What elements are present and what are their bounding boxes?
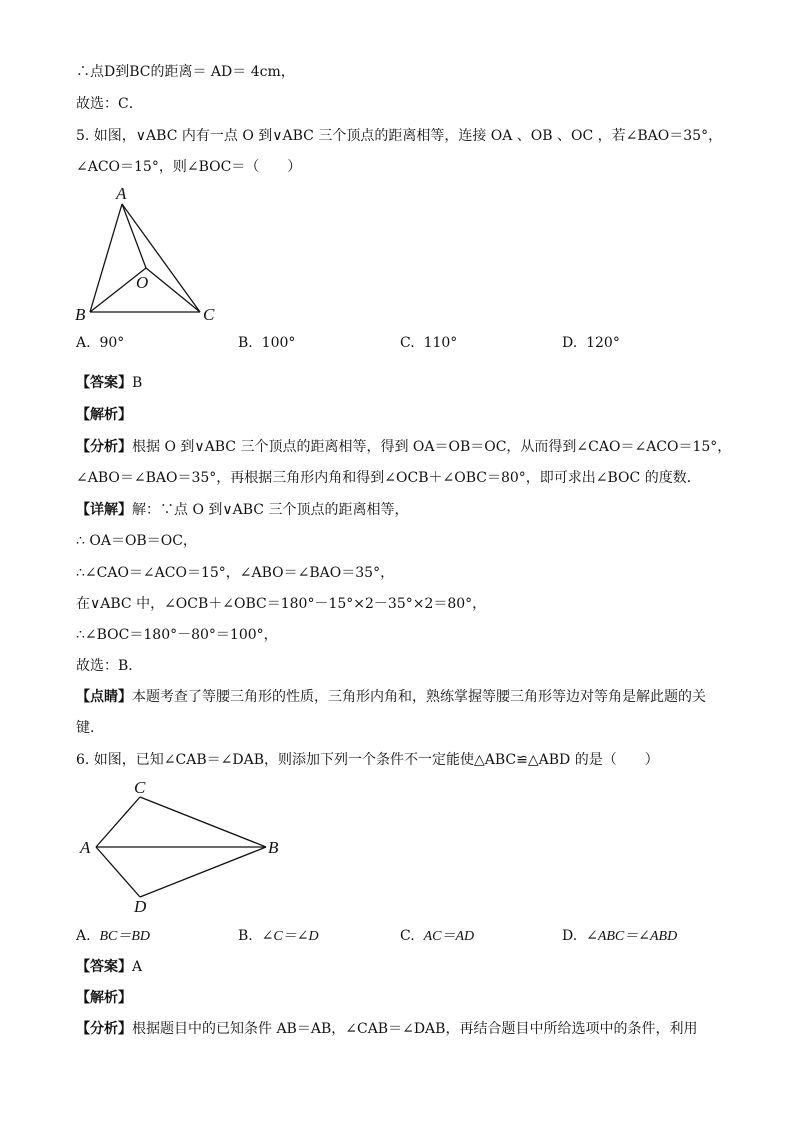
- q5-option-b: [238, 333, 295, 353]
- option-text: ∠ABC＝∠ABD: [586, 929, 678, 944]
- xiangjie-label: 【详解】: [76, 502, 132, 518]
- option-key: D.: [562, 335, 578, 351]
- answer-value: B: [132, 375, 143, 391]
- q6-label-d: D: [134, 897, 147, 915]
- q5-edge-ao: [122, 204, 146, 268]
- q5-fenxi-line1: [76, 437, 731, 457]
- q6-edge-ad: [96, 847, 140, 897]
- option-text: BC＝BD: [99, 929, 151, 944]
- option-text: 120°: [586, 335, 620, 351]
- prev-choose-line: 故选：C．: [76, 96, 143, 112]
- q6-edge-ac: [96, 797, 140, 847]
- q6-kite-figure: [76, 775, 286, 915]
- q5-stem-line1: 5. 如图，∨ABC 内有一点 O 到∨ABC 三个顶点的距离相等，连接 OA 、OB 、OC ，若∠BAO＝35°，: [76, 128, 723, 144]
- xiangjie-text: 解：∵点 O 到∨ABC 三个顶点的距离相等，: [132, 502, 409, 518]
- answer-label: 【答案】: [76, 375, 132, 391]
- q5-option-a: [76, 333, 124, 353]
- option-text: 100°: [261, 335, 296, 351]
- q5-dianjing-line2: 键．: [76, 720, 104, 736]
- q5-option-c: [400, 333, 457, 353]
- q5-step4: ∴∠BOC＝180°－80°＝100°，: [76, 627, 278, 643]
- q5-triangle-figure: [70, 182, 230, 327]
- fenxi-label: 【分析】: [76, 439, 132, 455]
- q5-edge-ab: [90, 204, 122, 312]
- q5-dianjing-line1: [76, 687, 706, 707]
- q5-step1: ∴ OA＝OB＝OC，: [76, 533, 197, 549]
- q5-option-d: [562, 333, 620, 353]
- fenxi-label: 【分析】: [76, 1021, 132, 1037]
- option-key: D.: [562, 928, 578, 944]
- q6-option-d: [562, 926, 677, 947]
- q5-label-c: C: [203, 305, 215, 324]
- q6-answer-line: [76, 957, 142, 977]
- q6-edge-db: [140, 847, 266, 897]
- q6-analysis-heading: 【解析】: [76, 990, 132, 1006]
- option-key: B.: [238, 335, 253, 351]
- q6-fenxi-line1: [76, 1019, 697, 1039]
- fenxi-text: 根据题目中的已知条件 AB＝AB，∠CAB＝∠DAB，再结合题目中所给选项中的条件，利用: [132, 1021, 698, 1037]
- q6-option-b: [238, 926, 319, 947]
- prev-conclusion-line: ∴点D到BC的距离＝ AD＝ 4cm，: [76, 64, 295, 80]
- q6-label-a: A: [80, 838, 91, 857]
- option-text: ∠C＝∠D: [261, 929, 319, 944]
- option-key: B.: [238, 928, 253, 944]
- q5-label-o: O: [136, 273, 149, 292]
- option-text: AC＝AD: [423, 929, 475, 944]
- q5-step2: ∴∠CAO＝∠ACO＝15°，∠ABO＝∠BAO＝35°，: [76, 565, 395, 581]
- q5-step3: 在∨ABC 中，∠OCB＋∠OBC＝180°－15°×2－35°×2＝80°，: [76, 596, 487, 612]
- q5-fenxi-line2: ∠ABO＝∠BAO＝35°，再根据三角形内角和得到∠OCB＋∠OBC＝80°，即可求出∠BOC 的度数．: [76, 470, 701, 486]
- q6-label-c: C: [134, 778, 146, 797]
- q5-label-a: A: [116, 184, 127, 203]
- option-key: C.: [400, 335, 415, 351]
- q6-option-c: [400, 926, 474, 947]
- answer-value: A: [132, 959, 143, 975]
- option-key: C.: [400, 928, 415, 944]
- fenxi-text: 根据 O 到∨ABC 三个顶点的距离相等，得到 OA＝OB＝OC，从而得到∠CAO＝∠ACO＝15°，: [132, 439, 732, 455]
- q5-analysis-heading: 【解析】: [76, 407, 132, 423]
- option-text: 90°: [99, 335, 125, 351]
- option-text: 110°: [423, 335, 458, 351]
- dianjing-text: 本题考查了等腰三角形的性质，三角形内角和，熟练掌握等腰三角形等边对等角是解此题的关: [132, 689, 706, 705]
- dianjing-label: 【点睛】: [76, 689, 132, 705]
- q6-edge-cb: [140, 797, 266, 847]
- option-key: A.: [76, 928, 91, 944]
- answer-label: 【答案】: [76, 959, 132, 975]
- q5-choose: 故选：B．: [76, 658, 143, 674]
- q6-stem: 6. 如图，已知∠CAB＝∠DAB，则添加下列一个条件不一定能使△ABC≌△ABD 的是（ ）: [76, 752, 659, 768]
- q6-label-b: B: [268, 838, 279, 857]
- option-key: A.: [76, 335, 91, 351]
- q5-answer-line: [76, 373, 142, 393]
- q5-edge-ac: [122, 204, 200, 312]
- q6-option-a: [76, 926, 150, 947]
- q5-stem-line2: ∠ACO＝15°，则∠BOC＝（ ）: [76, 159, 302, 175]
- q5-label-b: B: [75, 305, 86, 324]
- q5-xiangjie-line: [76, 500, 408, 520]
